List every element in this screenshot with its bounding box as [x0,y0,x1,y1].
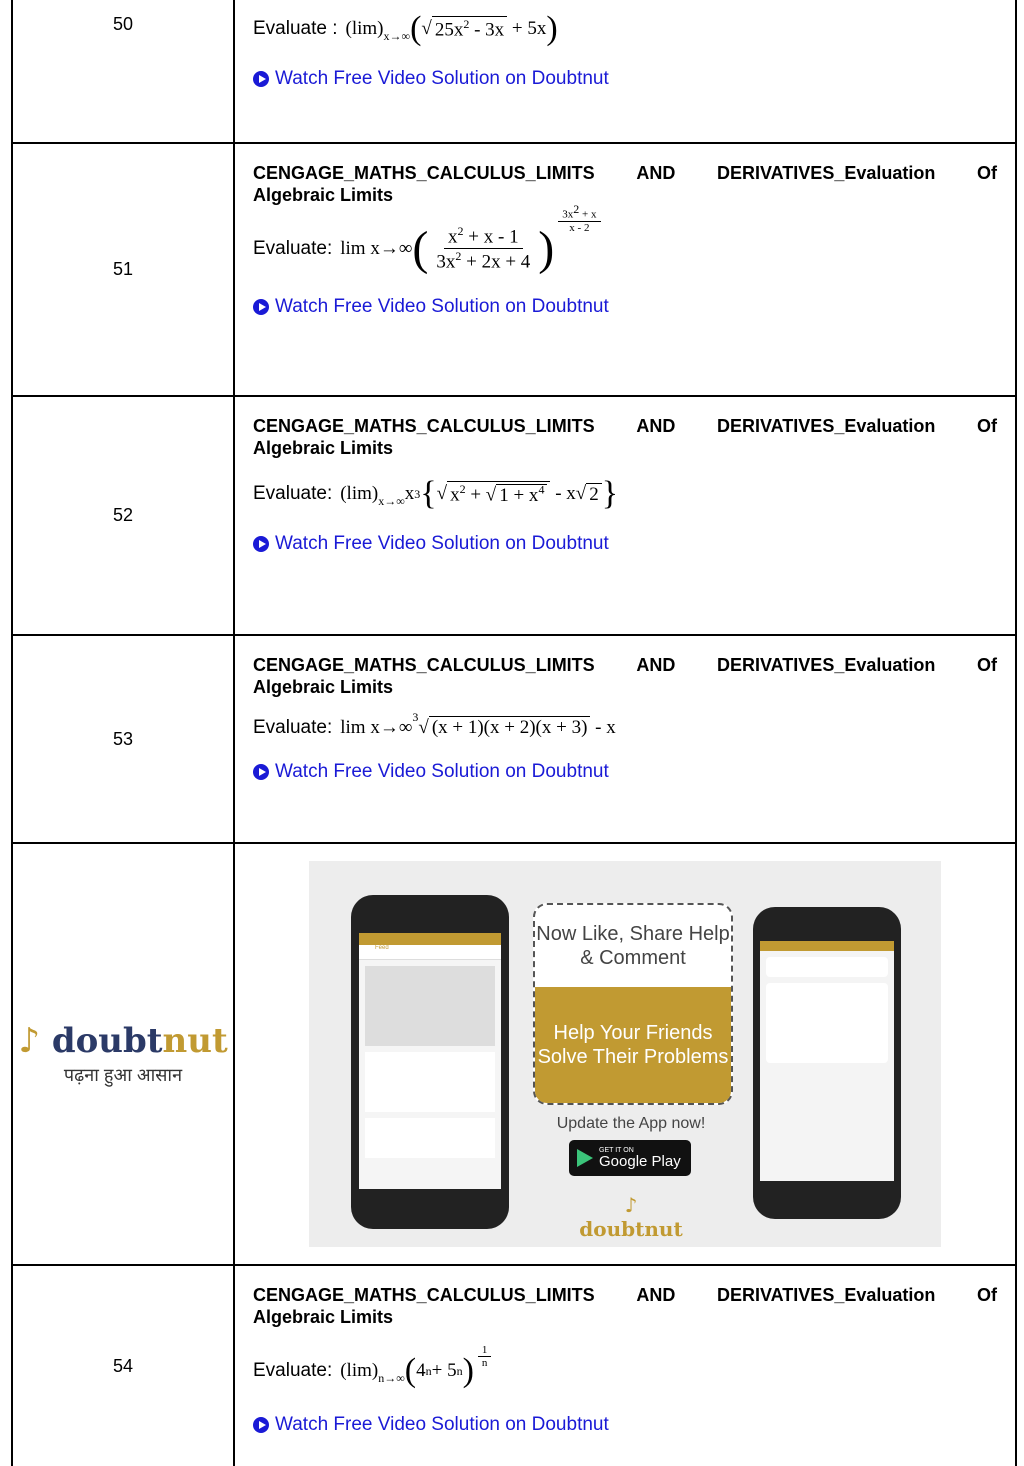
chapter-heading: CENGAGE_MATHS_CALCULUS_LIMITS AND DERIVATIVES_Evaluation Of Algebraic Limits [253,416,997,458]
watch-video-link[interactable] [253,296,997,318]
google-play-icon [577,1149,593,1167]
math-expression: (lim) x→∞ x $^3$ { √ $x^2$ + √ $1 + x^4$ - x√ 2 } [340,475,619,512]
watch-video-label: Watch Free Video Solution on Doubtnut [275,295,609,317]
question-number: 53 [13,636,235,842]
watch-video-label: Watch Free Video Solution on Doubtnut [275,1414,609,1435]
question-text [253,477,997,511]
evaluate-label: Evaluate : [253,18,338,39]
question-number: 50 [13,0,235,142]
math-expression: lim x→∞ 3 √ (x + 1)(x + 2)(x + 3) - x [340,710,616,738]
question-row-50 [13,0,1015,144]
phone-mockup-right [753,907,901,1219]
ad-row [13,844,1015,1266]
chapter-heading: CENGAGE_MATHS_CALCULUS_LIMITS AND DERIVATIVES_Evaluation Of Algebraic Limits [253,163,997,205]
play-icon [253,299,269,315]
chapter-heading: CENGAGE_MATHS_CALCULUS_LIMITS AND DERIVATIVES_Evaluation Of Algebraic Limits [253,655,997,697]
question-text [253,1344,997,1389]
update-text: Update the App now! [556,1115,706,1132]
promo-card: Now Like, Share Help & Comment Help Your Friends Solve Their Problems [533,903,733,1105]
math-expression: (lim) n→∞ ( 4 n + 5 n ) $\frac{1}{n}$ [340,1354,495,1388]
evaluate-label: Evaluate: [253,237,333,259]
brand-logo: ♪ doubtnut [579,1193,683,1241]
doubtnut-logo: ♪ doubtnut पढ़ना हुआ आसान [13,844,235,1264]
logo-note-icon: ♪ [18,1021,41,1061]
google-play-button[interactable]: GET IT ON Google Play [569,1140,691,1176]
math-expression: lim x→∞ ( $\frac{x^2 + x - 1}{3x^2 + 2x + 4}$ ) $\frac{3x^2 + x}{x - 2}$ [340,224,604,274]
question-text [253,710,997,739]
watch-video-link[interactable] [253,761,997,783]
question-row-51 [13,144,1015,397]
math-expression: (lim) x→∞ ( √ $25x^2 - 3x$ + 5x ) [345,10,558,47]
play-icon [253,536,269,552]
play-icon [253,71,269,87]
play-icon [253,764,269,780]
question-row-54 [13,1266,1015,1466]
phone-mockup-left: Feed [351,895,509,1229]
watch-video-label: Watch Free Video Solution on Doubtnut [275,68,609,89]
question-text [253,12,997,46]
watch-video-link[interactable] [253,68,997,90]
evaluate-label: Evaluate: [253,483,333,504]
watch-video-link[interactable] [253,533,997,555]
questions-table [11,0,1017,1466]
watch-video-link[interactable] [253,1414,997,1436]
question-row-52 [13,397,1015,636]
question-number: 54 [13,1266,235,1466]
question-row-53 [13,636,1015,844]
evaluate-label: Evaluate: [253,1360,333,1381]
watch-video-label: Watch Free Video Solution on Doubtnut [275,761,609,782]
evaluate-label: Evaluate: [253,716,333,738]
chapter-heading: CENGAGE_MATHS_CALCULUS_LIMITS AND DERIVATIVES_Evaluation Of Algebraic Limits [253,1285,997,1327]
question-text [253,202,997,275]
watch-video-label: Watch Free Video Solution on Doubtnut [275,533,609,554]
question-number: 51 [13,144,235,395]
question-number: 52 [13,397,235,634]
play-icon [253,1417,269,1433]
app-promo-banner[interactable] [309,861,941,1247]
